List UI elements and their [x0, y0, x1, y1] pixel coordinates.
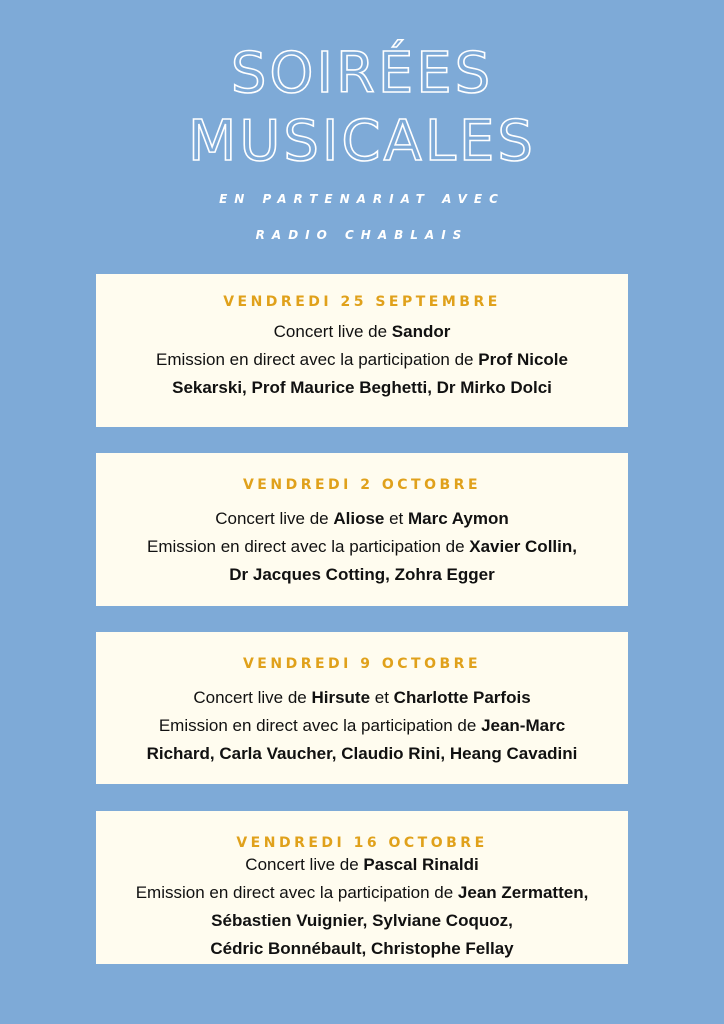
emission-prefix: Emission en direct avec la participation de — [147, 537, 470, 556]
event-date: VENDREDI 2 OCTOBRE — [242, 477, 482, 493]
emission-line — [104, 533, 620, 561]
event-card-1 — [96, 274, 628, 427]
guests: Richard, Carla Vaucher, Claudio Rini, Heang Cavadini — [146, 744, 578, 763]
title-line-1: SOIRÉES — [230, 41, 494, 106]
title-line-2: MUSICALES — [188, 109, 536, 174]
emission-prefix: Emission en direct avec la participation de — [135, 883, 458, 902]
concert-line — [104, 318, 620, 346]
guests: Sébastien Vuignier, Sylviane Coquoz, — [211, 911, 513, 930]
concert-prefix: Concert live de — [245, 855, 364, 874]
guests-line — [104, 935, 620, 963]
guests: Dr Jacques Cotting, Zohra Egger — [229, 565, 495, 584]
partner-name: RADIO CHABLAIS — [255, 228, 469, 242]
emission-prefix: Emission en direct avec la participation de — [158, 716, 482, 735]
emission-line — [104, 346, 620, 374]
guests: Prof Nicole — [478, 350, 568, 369]
guests: Jean-Marc — [481, 716, 566, 735]
concert-prefix: Concert live de — [193, 688, 312, 707]
concert-prefix: Concert live de — [273, 322, 392, 341]
event-date: VENDREDI 25 SEPTEMBRE — [223, 294, 501, 310]
concert-line — [104, 684, 620, 712]
connector: et — [384, 509, 408, 528]
concert-line — [104, 851, 620, 879]
event-card-2 — [96, 453, 628, 606]
concert-line — [104, 505, 620, 533]
guests: Jean Zermatten, — [457, 883, 589, 902]
event-card-3 — [96, 632, 628, 784]
artist: Charlotte Parfois — [393, 688, 531, 707]
guests: Xavier Collin, — [469, 537, 577, 556]
artist: Aliose — [333, 509, 385, 528]
emission-line — [104, 879, 620, 907]
guests-line — [104, 740, 620, 768]
event-card-4 — [96, 811, 628, 964]
connector: et — [370, 688, 394, 707]
guests: Sekarski, Prof Maurice Beghetti, Dr Mirko Dolci — [172, 378, 552, 397]
artist: Marc Aymon — [408, 509, 509, 528]
artist: Hirsute — [311, 688, 371, 707]
event-date: VENDREDI 16 OCTOBRE — [236, 835, 488, 851]
emission-prefix: Emission en direct avec la participation de — [156, 350, 479, 369]
event-date: VENDREDI 9 OCTOBRE — [242, 656, 482, 672]
guests: Cédric Bonnébault, Christophe Fellay — [210, 939, 514, 958]
emission-line — [104, 712, 620, 740]
partnership-text: EN PARTENARIAT AVEC — [219, 192, 505, 206]
guests-line — [104, 374, 620, 402]
artist: Sandor — [391, 322, 451, 341]
guests-line — [104, 907, 620, 935]
concert-prefix: Concert live de — [215, 509, 334, 528]
guests-line — [104, 561, 620, 589]
artist: Pascal Rinaldi — [363, 855, 479, 874]
